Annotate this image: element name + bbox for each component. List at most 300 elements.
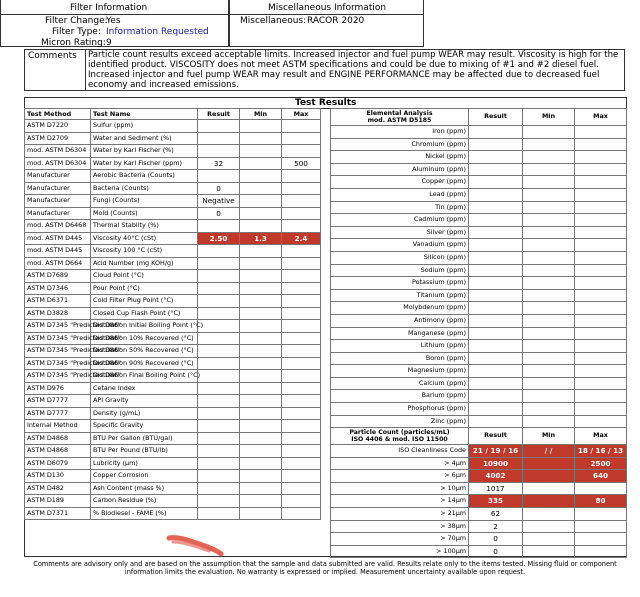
min-cell <box>240 157 282 170</box>
min-cell <box>240 207 282 220</box>
particle-row <box>331 445 627 458</box>
result-cell <box>469 365 523 378</box>
min-cell <box>523 340 575 353</box>
table-row <box>25 382 321 395</box>
result-cell: 32 <box>198 157 240 170</box>
table-row <box>25 407 321 420</box>
max-cell <box>282 457 321 470</box>
min-cell <box>240 395 282 408</box>
elemental-col-min: Min <box>523 109 575 126</box>
max-cell <box>575 507 627 520</box>
element-name-cell: Lithium (ppm) <box>331 340 469 353</box>
table-row <box>25 120 321 133</box>
test-method-cell: ASTM D7345 "Predicted D86" <box>25 370 91 383</box>
test-name-cell: Mold (Counts) <box>91 207 198 220</box>
max-cell <box>575 520 627 533</box>
min-cell <box>523 176 575 189</box>
result-cell <box>469 403 523 416</box>
element-row <box>331 126 627 139</box>
table-row <box>25 320 321 333</box>
disclaimer-footer: Comments are advisory only and are based on the assumption that the sample and data submitted are valid. Results relate only to the items tested. Missing fluid or component information limits the evaluation. No warranty is expressed or implied. Measurement uncertainty available upon request. <box>33 560 617 576</box>
table-row <box>25 457 321 470</box>
element-name-cell: Lead (ppm) <box>331 188 469 201</box>
test-method-cell: Internal Method <box>25 420 91 433</box>
particle-row <box>331 457 627 470</box>
result-cell <box>469 277 523 290</box>
result-cell <box>198 507 240 520</box>
col-min: Min <box>240 109 282 120</box>
element-row <box>331 214 627 227</box>
min-cell <box>240 432 282 445</box>
min-cell <box>523 470 575 483</box>
min-cell <box>523 188 575 201</box>
result-cell: 10900 <box>469 457 523 470</box>
max-cell <box>575 352 627 365</box>
element-row <box>331 201 627 214</box>
element-name-cell: Silver (ppm) <box>331 226 469 239</box>
filter-type-value: Information Requested <box>106 27 209 37</box>
test-name-cell: Density (g/mL) <box>91 407 198 420</box>
result-cell <box>469 314 523 327</box>
test-name-cell: Distillation 90% Recovered (°C) <box>91 357 198 370</box>
particle-col-result: Result <box>469 428 523 445</box>
min-cell <box>240 332 282 345</box>
element-row <box>331 277 627 290</box>
test-name-cell: API Gravity <box>91 395 198 408</box>
result-cell <box>469 327 523 340</box>
table-row <box>25 182 321 195</box>
particle-count-table <box>330 427 627 558</box>
result-cell <box>198 432 240 445</box>
elemental-col-result: Result <box>469 109 523 126</box>
result-cell <box>469 415 523 428</box>
max-cell <box>282 120 321 133</box>
test-method-cell: ASTM D6371 <box>25 295 91 308</box>
element-name-cell: Molybdenum (ppm) <box>331 302 469 315</box>
result-cell <box>198 395 240 408</box>
max-cell <box>282 295 321 308</box>
min-cell <box>240 407 282 420</box>
table-row <box>25 470 321 483</box>
element-row <box>331 403 627 416</box>
max-cell <box>575 214 627 227</box>
min-cell <box>240 507 282 520</box>
test-results-table <box>24 108 321 520</box>
test-name-cell: Lubricity (µm) <box>91 457 198 470</box>
min-cell <box>240 495 282 508</box>
max-cell <box>282 370 321 383</box>
result-cell: Negative <box>198 195 240 208</box>
min-cell <box>240 295 282 308</box>
result-cell <box>469 340 523 353</box>
result-cell <box>198 457 240 470</box>
table-row <box>25 220 321 233</box>
particle-row <box>331 470 627 483</box>
max-cell <box>282 170 321 183</box>
result-cell: 335 <box>469 495 523 508</box>
min-cell <box>240 457 282 470</box>
min-cell <box>240 132 282 145</box>
max-cell <box>282 395 321 408</box>
test-method-cell: mod. ASTM D445 <box>25 245 91 258</box>
test-method-cell: ASTM D7345 "Predicted D86" <box>25 357 91 370</box>
table-row <box>25 432 321 445</box>
max-cell: 2500 <box>575 457 627 470</box>
table-row <box>25 420 321 433</box>
test-name-cell: Distillation Initial Boiling Point (°C) <box>91 320 198 333</box>
filter-type-label: Filter Type: <box>52 27 101 37</box>
test-name-cell: Aerobic Bacteria (Counts) <box>91 170 198 183</box>
result-cell <box>198 470 240 483</box>
elemental-col-max: Max <box>575 109 627 126</box>
max-cell <box>282 345 321 358</box>
table-row <box>25 495 321 508</box>
max-cell <box>575 533 627 546</box>
max-cell <box>282 432 321 445</box>
table-row <box>25 132 321 145</box>
test-method-cell: ASTM D7345 "Predicted D86" <box>25 345 91 358</box>
table-row <box>25 170 321 183</box>
min-cell <box>523 264 575 277</box>
min-cell <box>240 482 282 495</box>
test-name-cell: Copper Corrosion <box>91 470 198 483</box>
comments-label: Comments <box>28 51 77 61</box>
element-name-cell: Chromium (ppm) <box>331 138 469 151</box>
element-name-cell: Antimony (ppm) <box>331 314 469 327</box>
min-cell <box>240 345 282 358</box>
test-name-cell: % Biodiesel - FAME (%) <box>91 507 198 520</box>
test-method-cell: ASTM D2709 <box>25 132 91 145</box>
min-cell <box>240 445 282 458</box>
col-result: Result <box>198 109 240 120</box>
min-cell <box>240 220 282 233</box>
result-cell: 21 / 19 / 16 <box>469 445 523 458</box>
max-cell <box>282 420 321 433</box>
min-cell: / / <box>523 445 575 458</box>
min-cell <box>240 195 282 208</box>
result-cell <box>198 282 240 295</box>
max-cell: 2.4 <box>282 232 321 245</box>
misc-value: RACOR 2020 <box>307 16 365 26</box>
test-method-cell: ASTM D4868 <box>25 445 91 458</box>
test-name-cell: BTU Per Gallon (BTU/gal) <box>91 432 198 445</box>
element-name-cell: Iron (ppm) <box>331 126 469 139</box>
element-row <box>331 327 627 340</box>
filter-change-value: Yes <box>106 16 121 26</box>
min-cell <box>523 482 575 495</box>
result-cell: 4002 <box>469 470 523 483</box>
max-cell <box>575 264 627 277</box>
test-name-cell: Distillation Final Boiling Point (°C) <box>91 370 198 383</box>
min-cell <box>523 226 575 239</box>
test-name-cell: Distillation 50% Recovered (°C) <box>91 345 198 358</box>
red-scribble-mark <box>165 530 225 558</box>
table-row <box>25 245 321 258</box>
element-row <box>331 251 627 264</box>
element-row <box>331 163 627 176</box>
max-cell <box>575 138 627 151</box>
element-row <box>331 188 627 201</box>
min-cell <box>240 282 282 295</box>
min-cell <box>240 320 282 333</box>
max-cell <box>575 277 627 290</box>
min-cell <box>523 289 575 302</box>
elemental-header: Elemental Analysis mod. ASTM D5185 <box>331 109 469 126</box>
result-cell <box>469 264 523 277</box>
min-cell <box>523 352 575 365</box>
test-method-cell: ASTM D3828 <box>25 307 91 320</box>
max-cell <box>282 332 321 345</box>
max-cell <box>575 126 627 139</box>
min-cell <box>523 507 575 520</box>
max-cell <box>575 327 627 340</box>
max-cell <box>282 195 321 208</box>
element-name-cell: Vanadium (ppm) <box>331 239 469 252</box>
test-name-cell: Specific Gravity <box>91 420 198 433</box>
max-cell <box>575 302 627 315</box>
test-name-cell: Viscosity 100 °C (cSt) <box>91 245 198 258</box>
element-name-cell: Tin (ppm) <box>331 201 469 214</box>
test-method-cell: ASTM D7345 "Predicted D86" <box>25 320 91 333</box>
test-method-cell: Manufacturer <box>25 195 91 208</box>
result-cell <box>469 289 523 302</box>
result-cell <box>198 245 240 258</box>
min-cell <box>523 151 575 164</box>
table-row <box>25 370 321 383</box>
particle-header: Particle Count (particles/mL) ISO 4406 & mod. ISO 11500 <box>331 428 469 445</box>
element-name-cell: Titanium (ppm) <box>331 289 469 302</box>
max-cell: 18 / 16 / 13 <box>575 445 627 458</box>
max-cell <box>575 163 627 176</box>
test-method-cell: ASTM D482 <box>25 482 91 495</box>
particle-col-min: Min <box>523 428 575 445</box>
max-cell <box>282 257 321 270</box>
table-row <box>25 307 321 320</box>
table-row <box>25 282 321 295</box>
test-method-cell: Manufacturer <box>25 207 91 220</box>
result-cell <box>198 132 240 145</box>
element-row <box>331 390 627 403</box>
max-cell <box>282 320 321 333</box>
element-row <box>331 377 627 390</box>
min-cell <box>523 365 575 378</box>
table-row <box>25 157 321 170</box>
min-cell <box>523 214 575 227</box>
test-method-cell: ASTM D130 <box>25 470 91 483</box>
element-row <box>331 314 627 327</box>
min-cell <box>523 163 575 176</box>
max-cell <box>575 365 627 378</box>
max-cell <box>575 151 627 164</box>
result-cell <box>198 345 240 358</box>
min-cell <box>523 201 575 214</box>
result-cell <box>198 257 240 270</box>
min-cell <box>523 520 575 533</box>
particle-row <box>331 533 627 546</box>
result-cell <box>198 220 240 233</box>
result-cell <box>469 126 523 139</box>
test-method-cell: ASTM D4868 <box>25 432 91 445</box>
max-cell: 640 <box>575 470 627 483</box>
test-method-cell: mod. ASTM D664 <box>25 257 91 270</box>
result-cell <box>198 270 240 283</box>
test-name-cell: Sulfur (ppm) <box>91 120 198 133</box>
min-cell <box>523 403 575 416</box>
element-row <box>331 226 627 239</box>
max-cell <box>575 340 627 353</box>
test-method-cell: ASTM D976 <box>25 382 91 395</box>
filter-info-header: Filter Information <box>70 3 148 13</box>
result-cell <box>198 420 240 433</box>
result-cell <box>469 352 523 365</box>
max-cell <box>575 226 627 239</box>
min-cell <box>523 390 575 403</box>
table-row <box>25 270 321 283</box>
min-cell <box>523 415 575 428</box>
result-cell <box>469 239 523 252</box>
max-cell <box>575 289 627 302</box>
result-cell <box>198 382 240 395</box>
col-test-name: Test Name <box>91 109 198 120</box>
max-cell <box>282 270 321 283</box>
max-cell <box>282 307 321 320</box>
min-cell <box>523 302 575 315</box>
test-name-cell: BTU Per Pound (BTU/lb) <box>91 445 198 458</box>
test-method-cell: ASTM D7371 <box>25 507 91 520</box>
max-cell <box>575 314 627 327</box>
element-row <box>331 138 627 151</box>
max-cell <box>575 415 627 428</box>
min-cell <box>523 377 575 390</box>
element-name-cell: Barium (ppm) <box>331 390 469 403</box>
test-method-cell: mod. ASTM D6304 <box>25 157 91 170</box>
particle-label-cell: > 70µm <box>331 533 469 546</box>
table-row <box>25 345 321 358</box>
result-cell <box>198 445 240 458</box>
test-name-cell: Distillation 10% Recovered (°C) <box>91 332 198 345</box>
min-cell <box>240 370 282 383</box>
misc-info-header: Miscellaneous Information <box>268 3 387 13</box>
element-row <box>331 365 627 378</box>
test-name-cell: Cetane Index <box>91 382 198 395</box>
particle-row <box>331 545 627 558</box>
result-cell <box>198 320 240 333</box>
max-cell <box>575 390 627 403</box>
result-cell: 1017 <box>469 482 523 495</box>
max-cell <box>575 403 627 416</box>
result-cell <box>469 188 523 201</box>
result-cell <box>469 201 523 214</box>
test-name-cell: Water and Sediment (%) <box>91 132 198 145</box>
result-cell <box>198 370 240 383</box>
col-max: Max <box>282 109 321 120</box>
result-cell <box>469 302 523 315</box>
min-cell <box>240 357 282 370</box>
element-name-cell: Calcium (ppm) <box>331 377 469 390</box>
element-name-cell: Silicon (ppm) <box>331 251 469 264</box>
min-cell <box>523 545 575 558</box>
element-name-cell: Sodium (ppm) <box>331 264 469 277</box>
test-method-cell: Manufacturer <box>25 182 91 195</box>
result-cell <box>469 176 523 189</box>
min-cell <box>523 239 575 252</box>
test-name-cell: Fungi (Counts) <box>91 195 198 208</box>
test-name-cell: Ash Content (mass %) <box>91 482 198 495</box>
misc-label: Miscellaneous: <box>240 16 307 26</box>
micron-rating-label: Micron Rating: <box>41 38 106 48</box>
max-cell <box>282 245 321 258</box>
test-name-cell: Cloud Point (°C) <box>91 270 198 283</box>
element-name-cell: Zinc (ppm) <box>331 415 469 428</box>
particle-label-cell: > 100µm <box>331 545 469 558</box>
min-cell <box>240 245 282 258</box>
particle-label-cell: > 4µm <box>331 457 469 470</box>
max-cell <box>282 132 321 145</box>
col-test-method: Test Method <box>25 109 91 120</box>
max-cell <box>282 207 321 220</box>
min-cell <box>240 420 282 433</box>
max-cell <box>575 188 627 201</box>
min-cell <box>523 495 575 508</box>
max-cell <box>282 495 321 508</box>
test-method-cell: mod. ASTM D6304 <box>25 145 91 158</box>
particle-label-cell: > 6µm <box>331 470 469 483</box>
min-cell: 1.3 <box>240 232 282 245</box>
particle-row <box>331 495 627 508</box>
max-cell <box>282 507 321 520</box>
result-cell <box>198 295 240 308</box>
element-row <box>331 239 627 252</box>
test-name-cell: Water by Karl Fischer (ppm) <box>91 157 198 170</box>
max-cell <box>282 220 321 233</box>
min-cell <box>240 120 282 133</box>
test-name-cell: Pour Point (°C) <box>91 282 198 295</box>
min-cell <box>240 270 282 283</box>
element-name-cell: Potassium (ppm) <box>331 277 469 290</box>
max-cell <box>282 382 321 395</box>
element-name-cell: Copper (ppm) <box>331 176 469 189</box>
table-row <box>25 232 321 245</box>
max-cell: 80 <box>575 495 627 508</box>
element-name-cell: Phosphorus (ppm) <box>331 403 469 416</box>
max-cell <box>575 239 627 252</box>
result-cell <box>198 332 240 345</box>
test-method-cell: ASTM D7345 "Predicted D86" <box>25 332 91 345</box>
element-row <box>331 151 627 164</box>
min-cell <box>523 314 575 327</box>
element-row <box>331 176 627 189</box>
min-cell <box>523 277 575 290</box>
result-cell <box>469 138 523 151</box>
elemental-table <box>330 108 627 428</box>
test-name-cell: Acid Number (mg KOH/g) <box>91 257 198 270</box>
max-cell <box>282 470 321 483</box>
test-name-cell: Bacteria (Counts) <box>91 182 198 195</box>
particle-label-cell: > 14µm <box>331 495 469 508</box>
element-row <box>331 264 627 277</box>
table-row <box>25 395 321 408</box>
comments-text: Particle count results exceed acceptable limits. Increased injector and fuel pump WEAR may result. Viscosity is high for the identified product. VISCOSITY does not meet ASTM specifications and could be due to mixing of #1 and #2 diesel fuel. Increased injector and fuel pump WEAR may result and ENGINE PERFORMANCE may be affected due to decreased fuel economy and increased emissions. <box>88 50 619 90</box>
element-row <box>331 415 627 428</box>
max-cell <box>282 282 321 295</box>
particle-row <box>331 482 627 495</box>
result-cell <box>198 170 240 183</box>
filter-change-label: Filter Change: <box>45 16 108 26</box>
test-method-cell: ASTM D7689 <box>25 270 91 283</box>
max-cell <box>575 377 627 390</box>
result-cell: 0 <box>198 182 240 195</box>
min-cell <box>240 382 282 395</box>
